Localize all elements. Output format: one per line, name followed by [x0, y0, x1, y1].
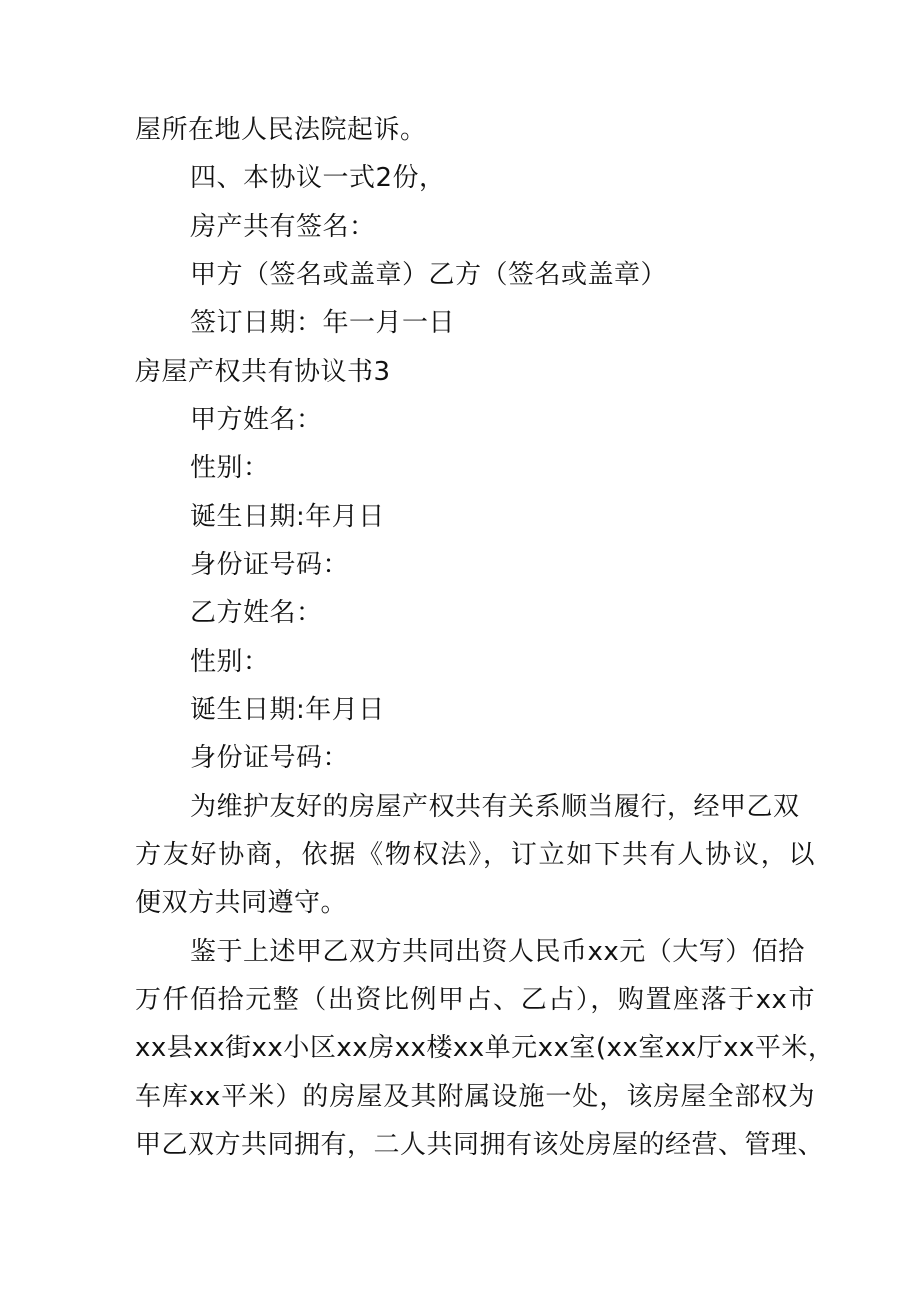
- paragraph-line: 为维护友好的房屋产权共有关系顺当履行，经甲乙双: [190, 792, 800, 822]
- field-label-party-a-name: 甲方姓名：: [190, 405, 323, 435]
- field-label-party-b-gender: 性别：: [190, 647, 270, 677]
- paragraph-line: 车库xx平米）的房屋及其附属设施一处，该房屋全部权为: [135, 1082, 815, 1112]
- field-label-party-b-id: 身份证号码：: [190, 743, 350, 773]
- paragraph-line: 甲乙双方共同拥有，二人共同拥有该处房屋的经营、管理、: [135, 1130, 825, 1160]
- text-line: 签订日期：年一月一日: [190, 308, 456, 338]
- paragraph-line: xx县xx街xx小区xx房xx楼xx单元xx室(xx室xx厅xx平米，: [135, 1033, 835, 1063]
- paragraph-line: 鉴于上述甲乙双方共同出资人民币xx元（大写）佰拾: [190, 937, 805, 967]
- text-line: 屋所在地人民法院起诉。: [135, 115, 427, 145]
- paragraph-line: 便双方共同遵守。: [135, 888, 348, 918]
- field-label-party-a-birthdate: 诞生日期:年月日: [190, 502, 385, 532]
- text-line: 四、本协议一式2份，: [190, 163, 446, 193]
- field-label-party-b-name: 乙方姓名：: [190, 598, 323, 628]
- paragraph-line: 万仟佰拾元整（出资比例甲占、乙占），购置座落于xx市: [135, 985, 815, 1015]
- text-line: 房产共有签名：: [190, 212, 376, 242]
- field-label-party-a-gender: 性别：: [190, 453, 270, 483]
- field-label-party-b-birthdate: 诞生日期:年月日: [190, 695, 385, 725]
- section-heading: 房屋产权共有协议书3: [135, 357, 391, 387]
- text-line: 甲方（签名或盖章）乙方（签名或盖章）: [190, 260, 668, 290]
- field-label-party-a-id: 身份证号码：: [190, 550, 350, 580]
- paragraph-line: 方友好协商，依据《物权法》，订立如下共有人协议，以: [135, 840, 815, 870]
